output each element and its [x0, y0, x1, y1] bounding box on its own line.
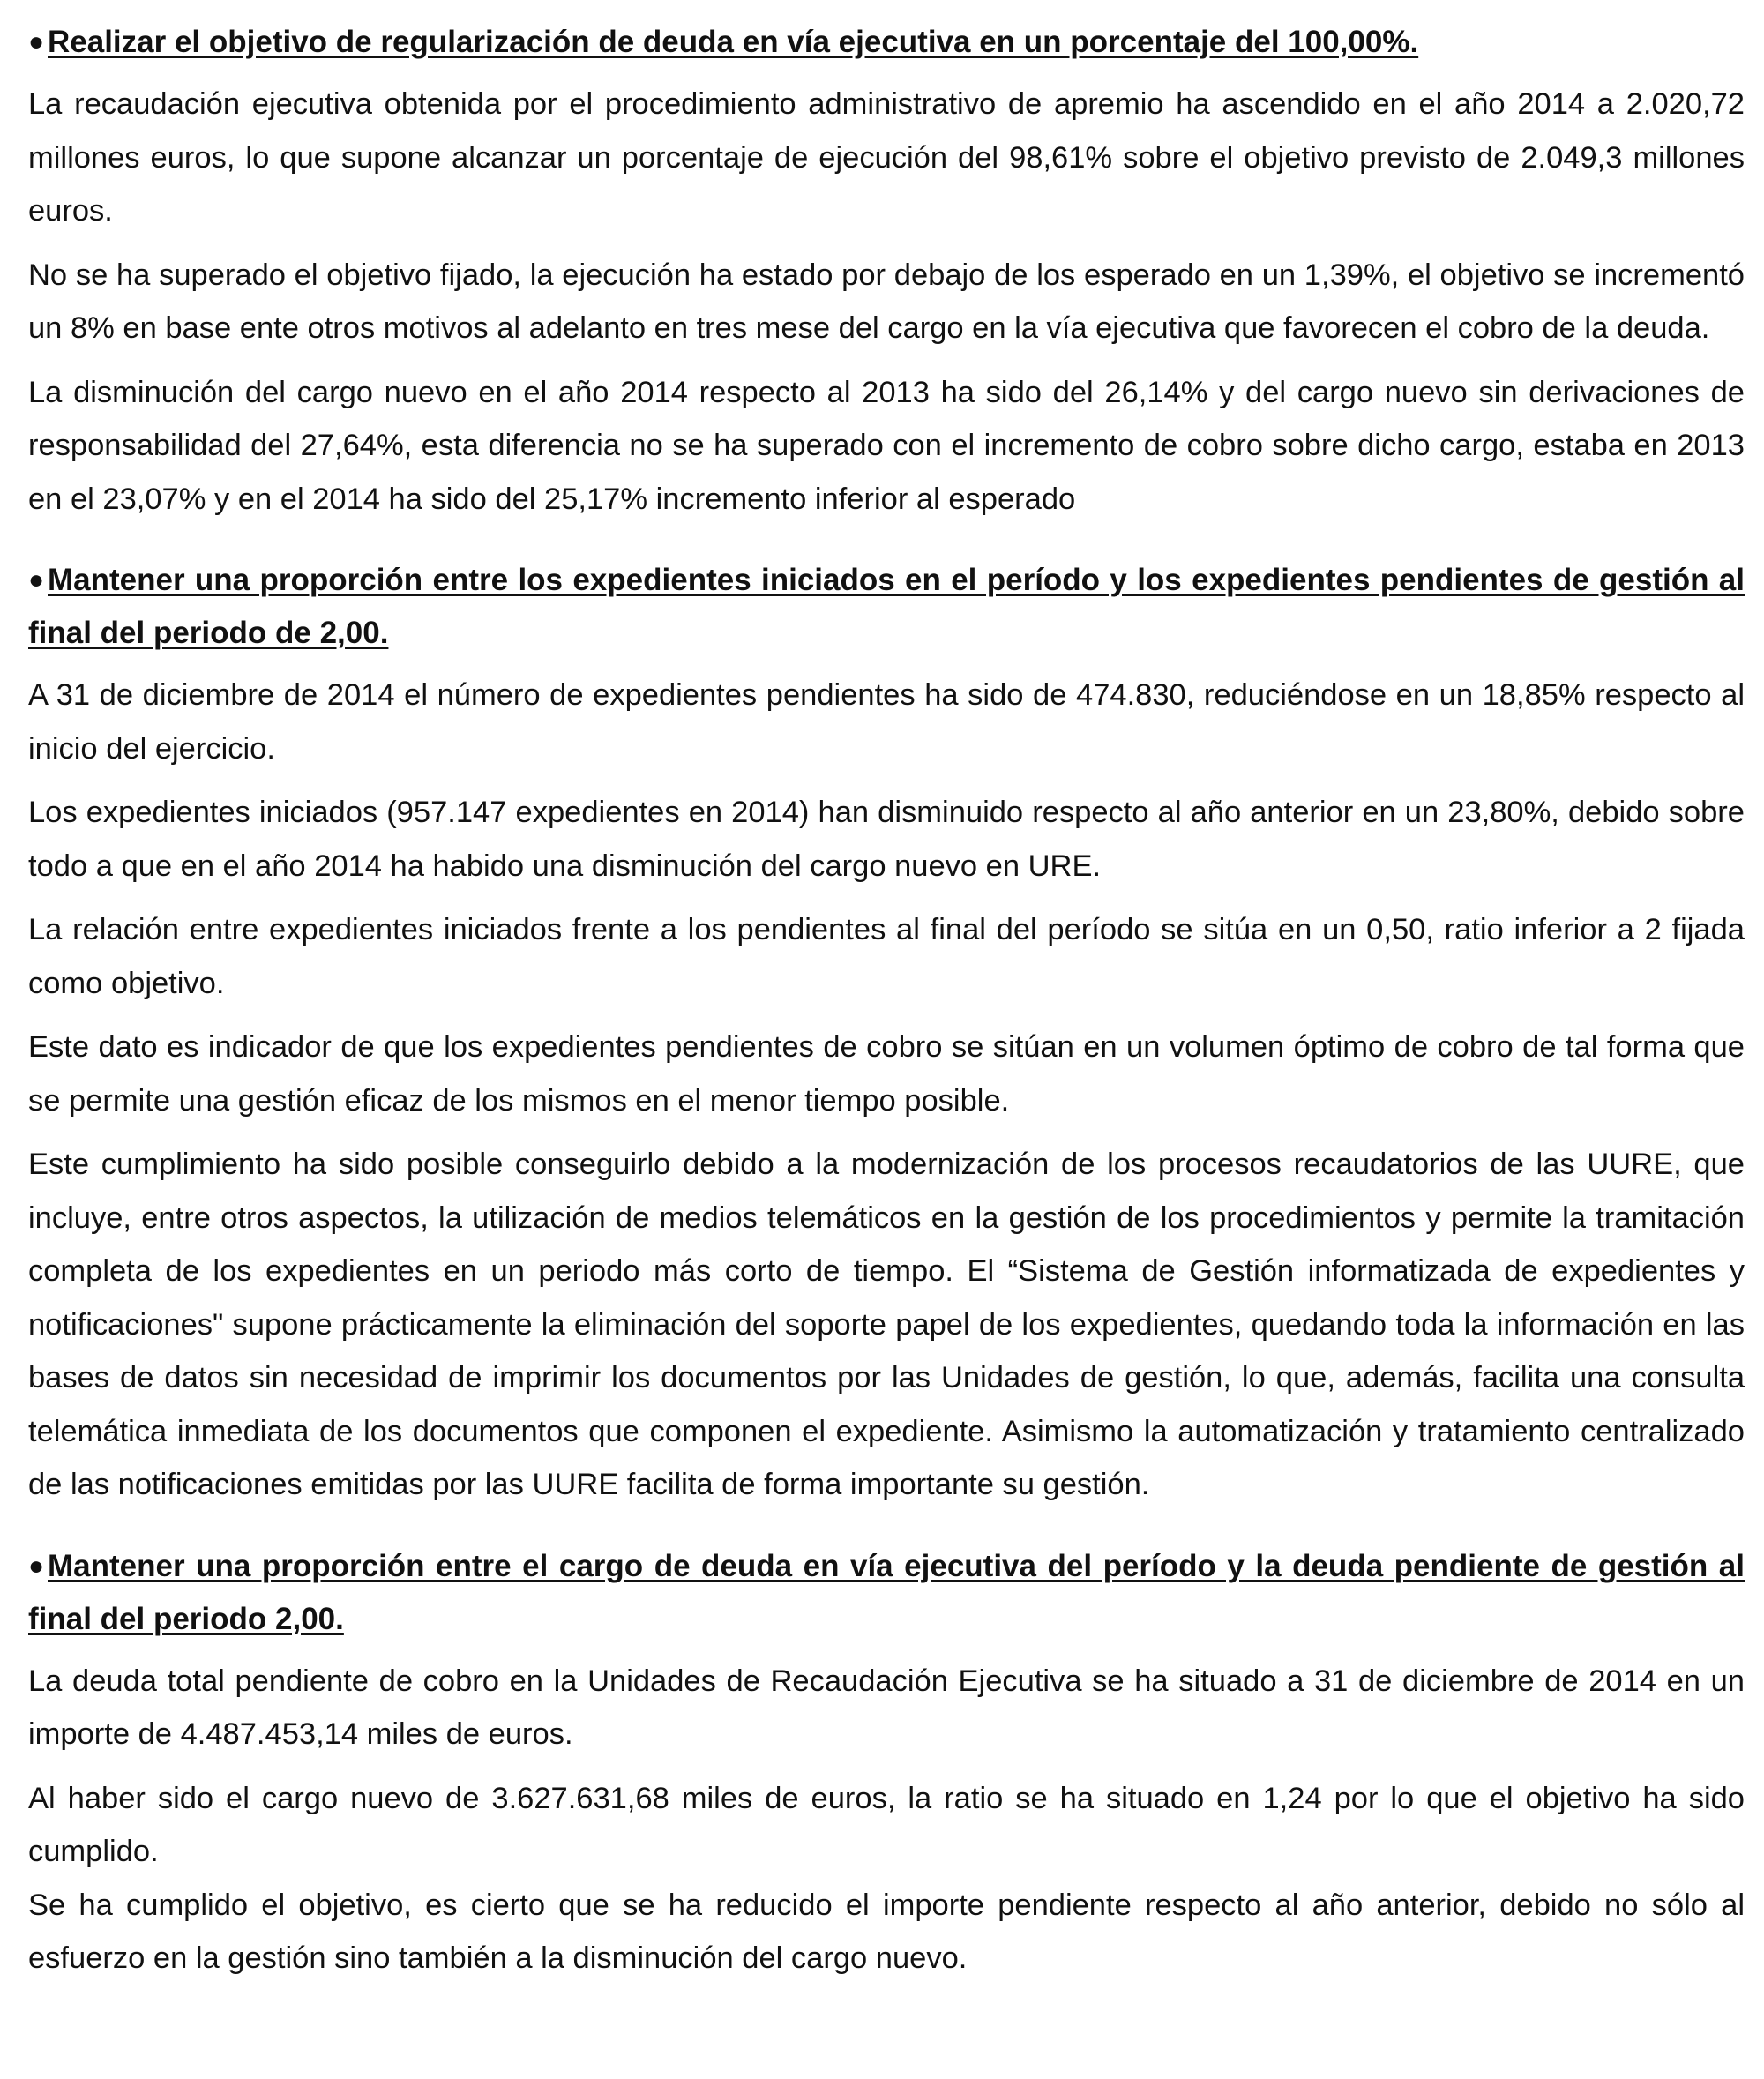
paragraph: Este cumplimiento ha sido posible conseguirlo debido a la modernización de los procesos recaudatorios de las UURE, que incluye, entre otros aspectos, la utilización de medios telemáticos en la gestión de los procedimientos y permite la tramitación completa de los expedientes en un periodo más corto de tiempo. El “Sistema de Gestión informatizada de expedientes y notificaciones" supone prácticamente la eliminación del soporte papel de los expedientes, quedando toda la información en las bases de datos sin necesidad de imprimir los documentos por las Unidades de gestión, lo que, además, facilita una consulta telemática inmediata de los documentos que componen el expediente. Asimismo la automatización y tratamiento centralizado de las notificaciones emitidas por las UURE facilita de forma importante su gestión.	[28, 1148, 1745, 1501]
section-heading-deuda-pendiente	[28, 1540, 1745, 1646]
paragraph: Los expedientes iniciados (957.147 expedientes en 2014) han disminuido respecto al año anterior en un 23,80%, debido sobre todo a que en el año 2014 ha habido una disminución del cargo nuevo en URE.	[28, 796, 1745, 883]
section-heading-text: Realizar el objetivo de regularización de deuda en vía ejecutiva en un porcentaje del 100,00%.	[48, 25, 1419, 59]
paragraph: La deuda total pendiente de cobro en la Unidades de Recaudación Ejecutiva se ha situado a 31 de diciembre de 2014 en un importe de 4.487.453,14 miles de euros.	[28, 1664, 1745, 1751]
bullet-icon: ●	[28, 1551, 45, 1581]
section-heading-text: Mantener una proporción entre el cargo de deuda en vía ejecutiva del período y la deuda pendiente de gestión al final del periodo 2,00.	[28, 1548, 1745, 1636]
paragraph: Este dato es indicador de que los expedientes pendientes de cobro se sitúan en un volumen óptimo de cobro de tal forma que se permite una gestión eficaz de los mismos en el menor tiempo posible.	[28, 1030, 1745, 1118]
section-heading-regularizacion-deuda	[28, 16, 1745, 69]
paragraph: Al haber sido el cargo nuevo de 3.627.631,68 miles de euros, la ratio se ha situado en 1,24 por lo que el objetivo ha sido cumplido.	[28, 1781, 1745, 1868]
paragraph: Se ha cumplido el objetivo, es cierto que se ha reducido el importe pendiente respecto al año anterior, debido no sólo al esfuerzo en la gestión sino también a la disminución del cargo nuevo.	[28, 1888, 1745, 1975]
section-heading-text: Mantener una proporción entre los expedientes iniciados en el período y los expedientes pendientes de gestión al final del periodo de 2,00.	[28, 563, 1745, 650]
document-page	[28, 16, 1745, 1996]
paragraph: No se ha superado el objetivo fijado, la ejecución ha estado por debajo de los esperado en un 1,39%, el objetivo se incrementó un 8% en base ente otros motivos al adelanto en tres mese del cargo en la vía ejecutiva que favorecen el cobro de la deuda.	[28, 258, 1745, 345]
bullet-icon: ●	[28, 565, 45, 595]
paragraph: La recaudación ejecutiva obtenida por el procedimiento administrativo de apremio ha ascendido en el año 2014 a 2.020,72 millones euros, lo que supone alcanzar un porcentaje de ejecución del 98,61% sobre el objetivo previsto de 2.049,3 millones euros.	[28, 87, 1745, 228]
paragraph: La disminución del cargo nuevo en el año 2014 respecto al 2013 ha sido del 26,14% y del cargo nuevo sin derivaciones de responsabilidad del 27,64%, esta diferencia no se ha superado con el incremento de cobro sobre dicho cargo, estaba en 2013 en el 23,07% y en el 2014 ha sido del 25,17% incremento inferior al esperado	[28, 375, 1745, 516]
paragraph: La relación entre expedientes iniciados frente a los pendientes al final del período se sitúa en un 0,50, ratio inferior a 2 fijada como objetivo.	[28, 913, 1745, 1000]
bullet-icon: ●	[28, 27, 45, 56]
section-heading-expedientes-pendientes	[28, 554, 1745, 660]
paragraph: A 31 de diciembre de 2014 el número de expedientes pendientes ha sido de 474.830, reduciéndose en un 18,85% respecto al inicio del ejercicio.	[28, 678, 1745, 766]
